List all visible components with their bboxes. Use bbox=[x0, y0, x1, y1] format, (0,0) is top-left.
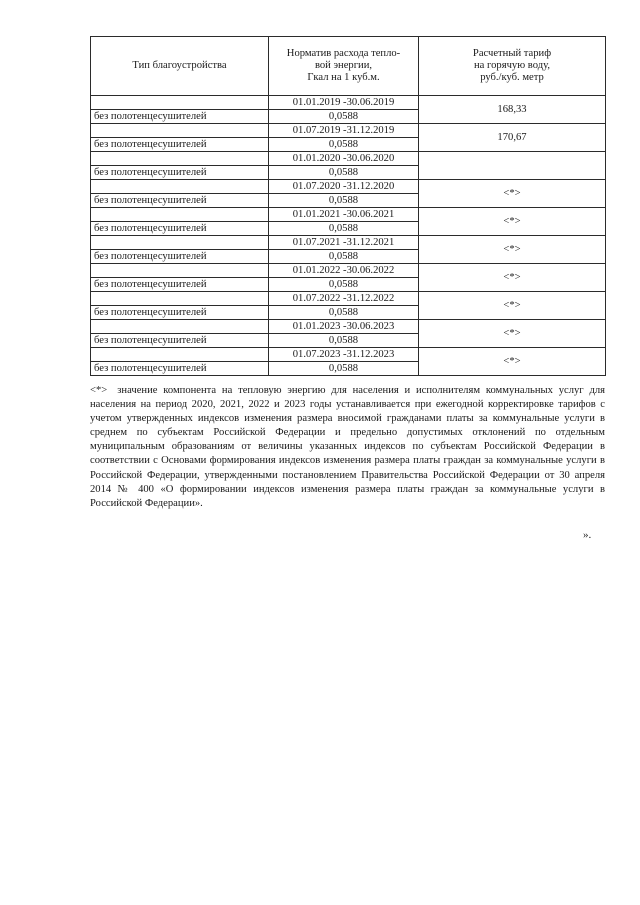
header-type bbox=[91, 37, 269, 96]
period-cell: 01.07.2023 -31.12.2023 bbox=[269, 348, 419, 362]
type-cell: без полотенцесушителей bbox=[91, 278, 269, 292]
tariff-cell bbox=[419, 152, 606, 180]
period-row-empty-cell bbox=[91, 348, 269, 362]
period-cell: 01.07.2019 -31.12.2019 bbox=[269, 124, 419, 138]
period-cell: 01.01.2023 -30.06.2023 bbox=[269, 320, 419, 334]
type-cell: без полотенцесушителей bbox=[91, 222, 269, 236]
header-line: Тип благоустройства bbox=[132, 60, 227, 71]
period-row-empty-cell bbox=[91, 152, 269, 166]
table-body bbox=[91, 96, 606, 376]
type-cell: без полотенцесушителей bbox=[91, 250, 269, 264]
period-cell: 01.01.2021 -30.06.2021 bbox=[269, 208, 419, 222]
norm-cell: 0,0588 bbox=[269, 250, 419, 264]
header-row bbox=[91, 37, 606, 96]
norm-cell: 0,0588 bbox=[269, 194, 419, 208]
tariff-cell: <*> bbox=[419, 180, 606, 208]
period-row-empty-cell bbox=[91, 208, 269, 222]
header-line: Норматив расхода тепло- bbox=[286, 48, 401, 59]
period-cell: 01.01.2019 -30.06.2019 bbox=[269, 96, 419, 110]
type-cell: без полотенцесушителей bbox=[91, 306, 269, 320]
header-line: Гкал на 1 куб.м. bbox=[307, 72, 380, 83]
header-norm bbox=[269, 37, 419, 96]
norm-cell: 0,0588 bbox=[269, 306, 419, 320]
footnote-text: значение компонента на тепловую энергию для населения и исполнителям коммунальных услуг для населения на период 2020, 2021, 2022 и 2023 годы устанавливается при ежегодной корректировке тарифов с учетом утвержденных индексов изменения размера вносимой гражданами платы за коммунальные услуги в среднем по субъектам Российской Федерации и предельно допустимых отклонений по отдельным муниципальным образованиям от величины указанных индексов по субъектам Российской Федерации в соответствии с Основами формирования индексов изменения размера платы граждан за коммунальные услуги в Российской Федерации, утвержденными постановлением Правительства Российской Федерации от 30 апреля 2014 № 400 «О формировании индексов изменения размера платы граждан за коммунальные услуги в Российской Федерации». bbox=[90, 385, 605, 509]
period-row bbox=[91, 264, 606, 278]
table-header bbox=[91, 37, 606, 96]
period-row bbox=[91, 124, 606, 138]
footnote-mark: <*> bbox=[90, 385, 108, 396]
type-cell: без полотенцесушителей bbox=[91, 138, 269, 152]
period-row-empty-cell bbox=[91, 236, 269, 250]
period-cell: 01.01.2020 -30.06.2020 bbox=[269, 152, 419, 166]
period-row-empty-cell bbox=[91, 292, 269, 306]
period-row bbox=[91, 208, 606, 222]
norm-cell: 0,0588 bbox=[269, 362, 419, 376]
norm-cell: 0,0588 bbox=[269, 334, 419, 348]
period-cell: 01.01.2022 -30.06.2022 bbox=[269, 264, 419, 278]
type-cell: без полотенцесушителей bbox=[91, 334, 269, 348]
tariff-cell: <*> bbox=[419, 236, 606, 264]
period-row bbox=[91, 152, 606, 166]
period-cell: 01.07.2020 -31.12.2020 bbox=[269, 180, 419, 194]
norm-cell: 0,0588 bbox=[269, 278, 419, 292]
norm-cell: 0,0588 bbox=[269, 222, 419, 236]
closing-quote: ». bbox=[583, 529, 592, 541]
period-cell: 01.07.2021 -31.12.2021 bbox=[269, 236, 419, 250]
period-row-empty-cell bbox=[91, 124, 269, 138]
header-line: на горячую воду, bbox=[474, 60, 550, 71]
tariff-cell: <*> bbox=[419, 208, 606, 236]
header-tariff bbox=[419, 37, 606, 96]
tariff-cell: <*> bbox=[419, 292, 606, 320]
header-line: Расчетный тариф bbox=[472, 48, 552, 59]
footnote bbox=[90, 384, 605, 511]
period-row-empty-cell bbox=[91, 320, 269, 334]
period-row bbox=[91, 96, 606, 110]
period-row bbox=[91, 292, 606, 306]
period-row-empty-cell bbox=[91, 264, 269, 278]
type-cell: без полотенцесушителей bbox=[91, 362, 269, 376]
header-line: вой энергии, bbox=[314, 60, 373, 71]
norm-cell: 0,0588 bbox=[269, 110, 419, 124]
tariff-cell: 168,33 bbox=[419, 96, 606, 124]
norm-cell: 0,0588 bbox=[269, 138, 419, 152]
type-cell: без полотенцесушителей bbox=[91, 166, 269, 180]
period-row bbox=[91, 320, 606, 334]
period-row bbox=[91, 236, 606, 250]
period-row-empty-cell bbox=[91, 96, 269, 110]
tariff-cell: 170,67 bbox=[419, 124, 606, 152]
period-row-empty-cell bbox=[91, 180, 269, 194]
tariff-cell: <*> bbox=[419, 348, 606, 376]
norm-cell: 0,0588 bbox=[269, 166, 419, 180]
header-line: руб./куб. метр bbox=[480, 72, 544, 83]
tariff-cell: <*> bbox=[419, 264, 606, 292]
period-row bbox=[91, 348, 606, 362]
tariff-cell: <*> bbox=[419, 320, 606, 348]
tariff-table bbox=[90, 36, 606, 376]
type-cell: без полотенцесушителей bbox=[91, 194, 269, 208]
type-cell: без полотенцесушителей bbox=[91, 110, 269, 124]
period-row bbox=[91, 180, 606, 194]
period-cell: 01.07.2022 -31.12.2022 bbox=[269, 292, 419, 306]
